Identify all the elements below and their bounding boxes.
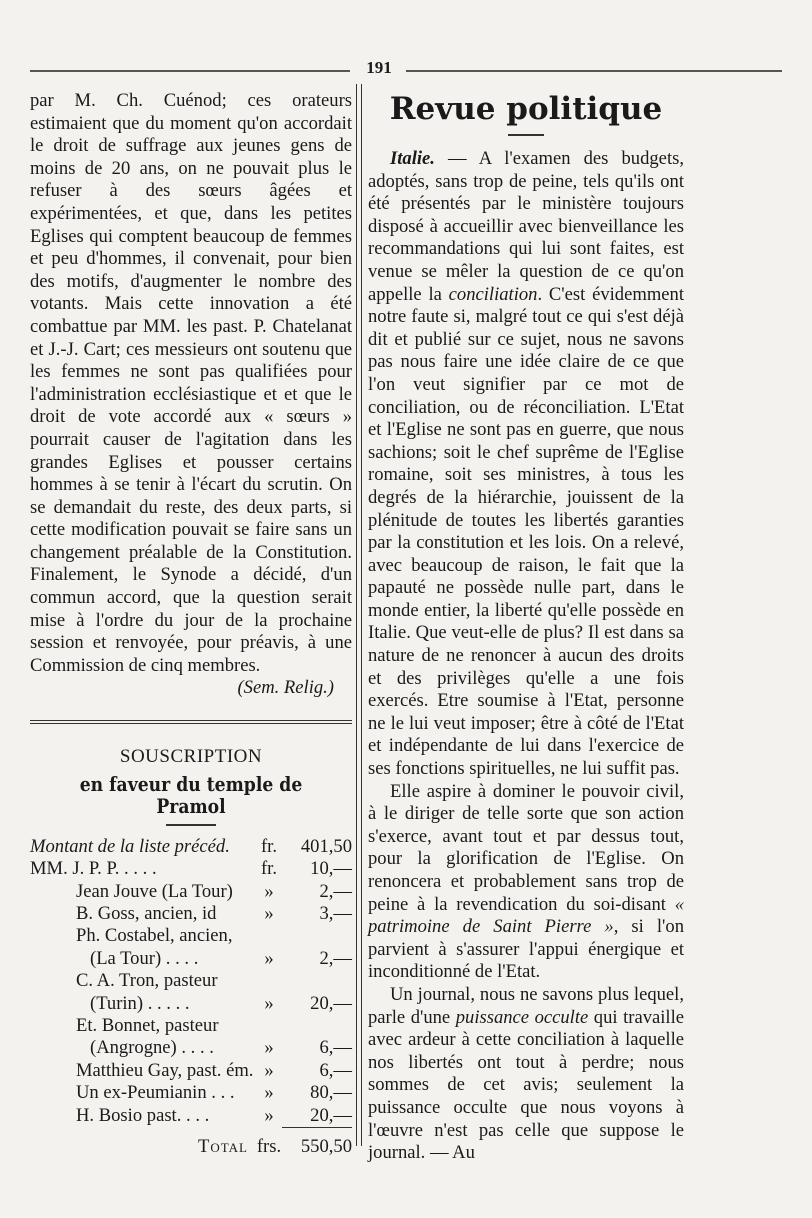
row-amount: 6,— (319, 1037, 352, 1059)
table-row (30, 1037, 352, 1059)
row-amount: 2,— (319, 947, 352, 969)
subscription-rule (166, 824, 216, 826)
row-unit: » (264, 1059, 274, 1081)
row-unit: » (264, 992, 274, 1014)
paragraph-text: qui travaille avec ardeur à cette conciliation à laquelle nos libertés ont tout à perdre; nous sommes de cet avis; seulement la puissance occulte que nous voyons à l'œuvre n'est pas celle que suppose le journal. — Au (368, 1006, 684, 1164)
subscription-subtitle: en faveur du temple de Pramol (79, 771, 303, 819)
table-row (30, 881, 352, 903)
row-name: (Turin) . . . . . (90, 992, 190, 1014)
row-unit: fr. (260, 858, 277, 880)
paragraph-2 (368, 781, 684, 984)
row-name: (La Tour) . . . . (90, 947, 199, 969)
row-unit: » (264, 947, 274, 969)
row-name: Ph. Costabel, ancien, (76, 925, 233, 947)
total-unit: frs. (256, 1136, 282, 1158)
column-divider (356, 84, 362, 1146)
subscription-title: SOUSCRIPTION (119, 746, 263, 768)
page-number: 191 (366, 58, 392, 77)
row-unit (256, 925, 282, 947)
title-rule (508, 134, 544, 136)
emphasis-text: « patrimoine de Saint Pierre » (368, 893, 684, 938)
emphasis-text: puissance occulte (455, 1006, 589, 1028)
row-unit (256, 1015, 282, 1037)
table-row (30, 970, 352, 992)
page-header (30, 58, 782, 82)
table-row (30, 1105, 352, 1127)
table-row (30, 858, 352, 880)
total-amount: 550,50 (300, 1136, 352, 1158)
row-name: H. Bosio past. . . . (76, 1104, 210, 1126)
row-amount: 20,— (310, 992, 352, 1014)
row-unit: » (264, 903, 274, 925)
section-divider (30, 720, 352, 724)
paragraph-text: — A l'examen des budgets, adoptés, sans trop de peine, tels qu'ils ont été présentés par le ministère toujours disposé à accueillir avec bienveillance les recommandations qui lui sont faites, est venue se mêler la question de ce qu'on appelle la (368, 148, 684, 305)
table-row (30, 903, 352, 925)
row-unit: » (264, 1082, 274, 1104)
row-unit: » (264, 1104, 274, 1126)
header-rule-left (30, 70, 350, 74)
paragraph-text: Un journal, nous ne savons plus lequel, parle d'une (368, 983, 684, 1028)
paragraph-text: , si l'on parvient à s'assurer l'appui énergique et inconditionné de l'Etat. (368, 916, 684, 983)
row-amount: 2,— (319, 880, 352, 902)
row-name: C. A. Tron, pasteur (76, 970, 218, 992)
header-rule-right (406, 70, 782, 74)
row-amount (282, 1015, 352, 1037)
row-amount: 6,— (319, 1059, 352, 1081)
synod-paragraph: par M. Ch. Cuénod; ces orateurs estimaient que du moment qu'on accordait le droit de suffrage aux jeunes gens de moins de 20 ans, on ne pouvait plus le refuser à des sœurs âgées et expérimentées, et que, dans les petites Eglises qui comptent beaucoup de femmes et peu d'hommes, il convenait, pour bien des motifs, d'augmenter le nombre des votants. Mais cette innovation a été combattue par MM. les past. P. Chatelanat et J.-J. Cart; ces messieurs ont soutenu que les femmes ne sont pas qualifiées pour l'administration ecclésiastique et et que le droit de vote accordé aux « sœurs » pourrait causer de l'agitation dans les grandes Eglises et pousser certains hommes à se tenir à l'écart du scrutin. On se demandait du reste, des deux parts, si cette modification pouvait se faire sans un changement préalable de la Constitution. Finalement, le Synode a décidé, d'un commun accord, que la question serait mise à l'ordre du jour de la prochaine session et renvoyée, pour préavis, à une Commission de cinq membres. (30, 90, 352, 676)
row-amount: 10,— (310, 858, 352, 880)
total-label: Total (198, 1136, 248, 1158)
total-row (30, 1128, 352, 1158)
row-name: Montant de la liste précéd. (30, 835, 230, 857)
table-row (30, 925, 352, 947)
table-row (30, 1015, 352, 1037)
emphasis-text: conciliation (448, 283, 538, 305)
section-title: Revue politique (389, 91, 663, 127)
italie-paragraph (368, 148, 684, 781)
table-row (30, 948, 352, 970)
row-amount (282, 925, 352, 947)
source-citation: (Sem. Relig.) (237, 677, 334, 699)
row-amount: 80,— (310, 1082, 352, 1104)
table-row (30, 993, 352, 1015)
paragraph-text: Elle aspire à dominer le pouvoir civil, à le diriger de telle sorte que son action s'exerce, avant tout et par dessus tout, pour la glorification de l'Eglise. On renoncera et probablement sans trop de peine à la revendication du soi-disant (368, 780, 684, 915)
row-name: MM. J. P. P. . . . . (30, 858, 157, 880)
row-name: B. Goss, ancien, id (76, 903, 217, 925)
table-row (30, 1082, 352, 1104)
row-amount: 401,50 (300, 835, 352, 857)
right-column (368, 90, 684, 1165)
table-row (30, 836, 352, 858)
row-name: Jean Jouve (La Tour) (76, 880, 233, 902)
row-name: Matthieu Gay, past. ém. (76, 1059, 254, 1081)
row-name: (Angrogne) . . . . (90, 1037, 214, 1059)
paragraph-text: . C'est évidemment notre faute si, malgré tout ce qui s'est déjà dit et publié sur ce sujet, nous ne savons pas nous faire une idée claire de ce que l'on veut signifier par ce mot de conciliation, ou de réconciliation. L'Etat et l'Eglise ne sont pas en guerre, que nous sachions; soit le chef suprême de l'Eglise romaine, soit ses ministres, à tous les degrés de la hiérarchie, jouissent de la plénitude de toutes les libertés garanties par la constitution et les lois. On a relevé, avec beaucoup de raison, le fait que la papauté ne possède nulle part, dans le monde entier, la liberté qu'elle possède en Italie. Que veut-elle de plus? Il est dans sa nature de ne renoncer à aucun des droits et des privilèges qu'elle a une fois exercés. Etre soumise à l'Etat, personne ne le lui veut imposer; être à côté de l'Etat et indépendante de lui dans l'exercice de ses fonctions spirituelles, ne lui suffit pas. (368, 283, 684, 780)
paragraph-3 (368, 984, 684, 1165)
row-name: Et. Bonnet, pasteur (76, 1015, 219, 1037)
row-name: Un ex-Peumianin . . . (76, 1082, 235, 1104)
row-amount: 20,— (310, 1104, 352, 1126)
row-amount (282, 970, 352, 992)
row-unit: » (264, 880, 274, 902)
row-unit: fr. (260, 835, 277, 857)
subscription-table (30, 836, 352, 1159)
row-unit: » (264, 1037, 274, 1059)
table-row (30, 1060, 352, 1082)
left-column (30, 90, 352, 1159)
lead-word: Italie. (390, 148, 435, 169)
row-amount: 3,— (319, 903, 352, 925)
row-unit (256, 970, 282, 992)
